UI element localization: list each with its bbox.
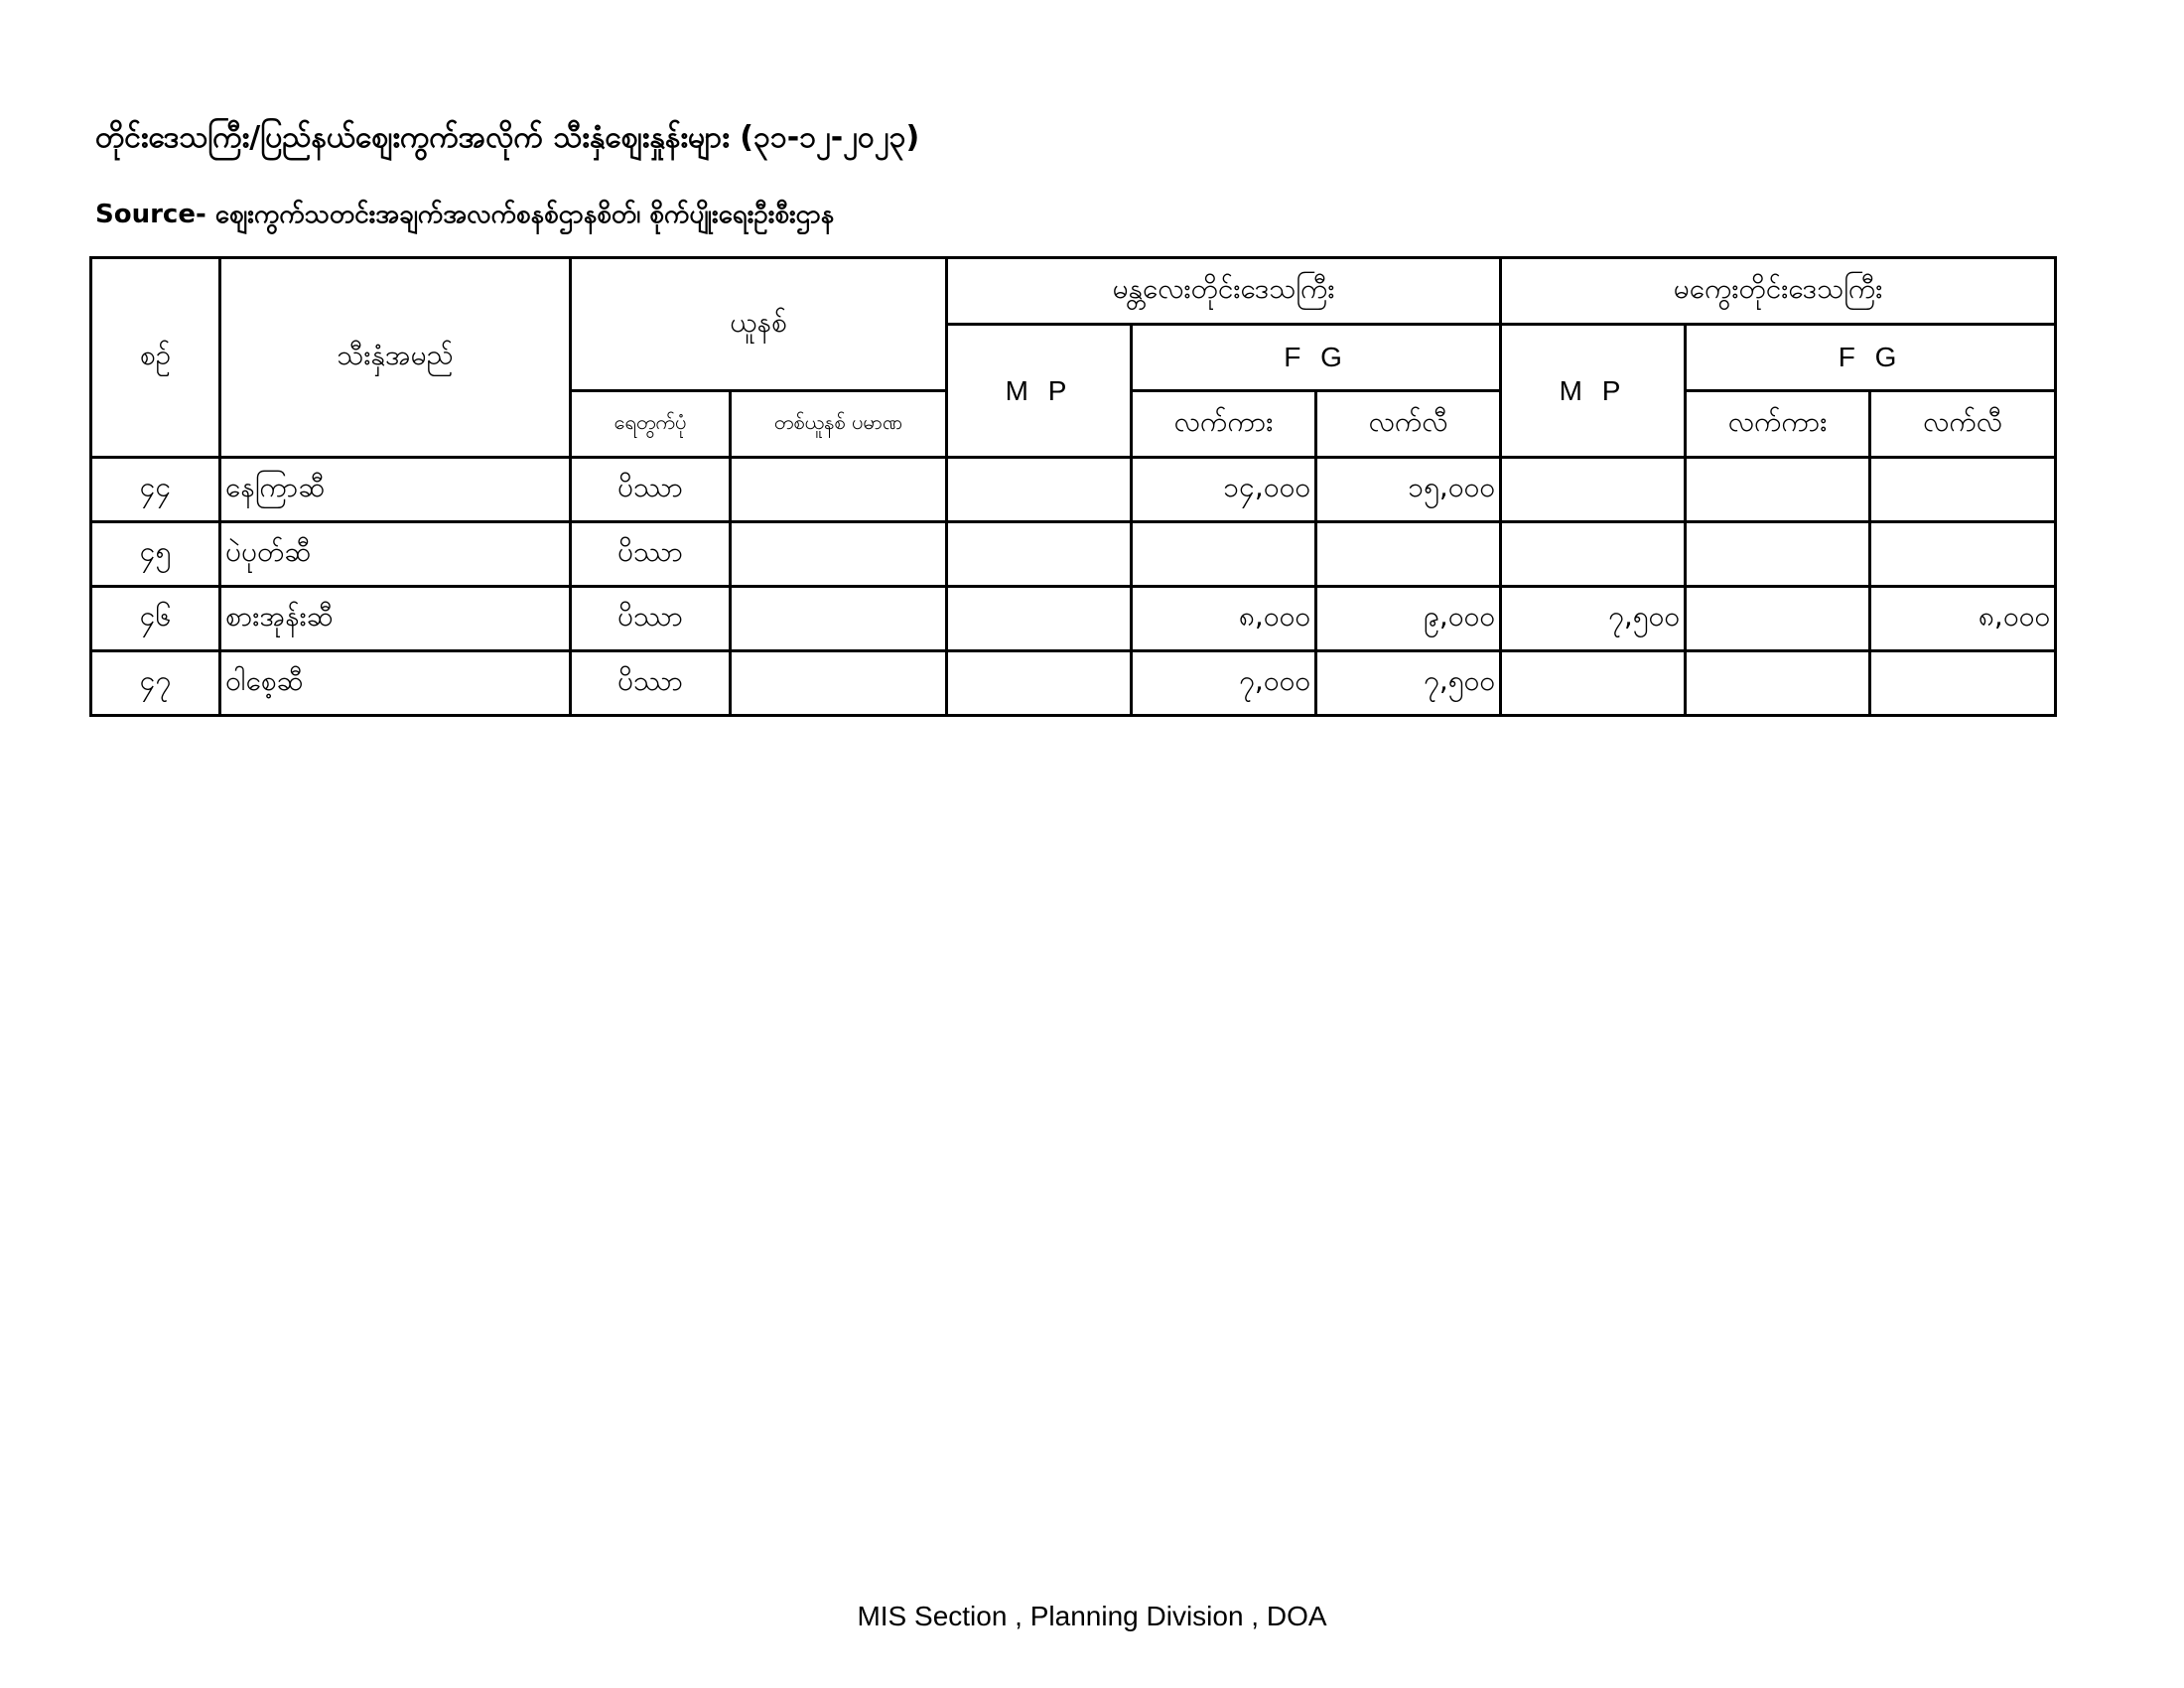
header-unit: ယူနစ်	[571, 258, 947, 391]
row-amount	[731, 522, 947, 587]
row-crop-name: နေကြာဆီ	[220, 458, 571, 522]
row-mandalay-retail: ၇,၅၀၀	[1316, 651, 1501, 716]
row-amount	[731, 587, 947, 651]
row-no: ၄၅	[91, 522, 220, 587]
row-mandalay-retail: ၉,၀၀၀	[1316, 587, 1501, 651]
header-magway-wholesale: လက်ကား	[1686, 391, 1870, 458]
row-unit: ပိဿာ	[571, 587, 731, 651]
row-no: ၄၇	[91, 651, 220, 716]
row-mandalay-retail: ၁၅,၀၀၀	[1316, 458, 1501, 522]
row-crop-name: ပဲပုတ်ဆီ	[220, 522, 571, 587]
header-mandalay-mp: M P	[947, 325, 1132, 458]
header-mandalay-retail: လက်လီ	[1316, 391, 1501, 458]
row-mandalay-wholesale: ၁၄,၀၀၀	[1132, 458, 1316, 522]
row-mandalay-wholesale: ၈,၀၀၀	[1132, 587, 1316, 651]
row-magway-mp	[1501, 651, 1686, 716]
row-unit: ပိဿာ	[571, 522, 731, 587]
header-mandalay-wholesale: လက်ကား	[1132, 391, 1316, 458]
header-magway-fg: F G	[1686, 325, 2056, 391]
row-unit: ပိဿာ	[571, 651, 731, 716]
page-title: တိုင်းဒေသကြီး/ပြည်နယ်ဈေးကွက်အလိုက် သီးနှံဈေးနှုန်းများ (၃၁-၁၂-၂၀၂၃)	[95, 120, 920, 155]
table-row	[91, 587, 2056, 651]
row-magway-mp	[1501, 458, 1686, 522]
row-magway-mp	[1501, 522, 1686, 587]
row-amount	[731, 458, 947, 522]
row-magway-wholesale	[1686, 651, 1870, 716]
price-table	[89, 256, 2057, 717]
row-magway-wholesale	[1686, 522, 1870, 587]
row-mandalay-mp	[947, 651, 1132, 716]
header-magway-retail: လက်လီ	[1870, 391, 2056, 458]
header-mandalay-fg: F G	[1132, 325, 1501, 391]
row-crop-name: စားအုန်းဆီ	[220, 587, 571, 651]
row-no: ၄၄	[91, 458, 220, 522]
row-mandalay-mp	[947, 522, 1132, 587]
header-unit-count: ရေတွက်ပုံ	[571, 391, 731, 458]
row-mandalay-retail	[1316, 522, 1501, 587]
source-line: Source- ဈေးကွက်သတင်းအချက်အလက်စနစ်ဌာနစိတ်၊ စိုက်ပျိုးရေးဦးစီးဌာန	[95, 200, 835, 229]
row-no: ၄၆	[91, 587, 220, 651]
header-magway-mp: M P	[1501, 325, 1686, 458]
row-amount	[731, 651, 947, 716]
row-magway-retail: ၈,၀၀၀	[1870, 587, 2056, 651]
header-crop-name: သီးနှံအမည်	[220, 258, 571, 458]
row-mandalay-wholesale	[1132, 522, 1316, 587]
row-mandalay-mp	[947, 587, 1132, 651]
row-magway-wholesale	[1686, 458, 1870, 522]
page-footer: MIS Section , Planning Division , DOA	[857, 1601, 1327, 1631]
row-magway-retail	[1870, 651, 2056, 716]
row-mandalay-mp	[947, 458, 1132, 522]
table-row	[91, 458, 2056, 522]
row-mandalay-wholesale: ၇,၀၀၀	[1132, 651, 1316, 716]
table-row	[91, 651, 2056, 716]
header-region-mandalay: မန္တလေးတိုင်းဒေသကြီး	[947, 258, 1501, 325]
row-magway-retail	[1870, 522, 2056, 587]
row-crop-name: ဝါစေ့ဆီ	[220, 651, 571, 716]
row-magway-mp: ၇,၅၀၀	[1501, 587, 1686, 651]
table-row	[91, 522, 2056, 587]
row-magway-wholesale	[1686, 587, 1870, 651]
header-unit-amount: တစ်ယူနစ် ပမာဏ	[731, 391, 947, 458]
header-no: စဉ်	[91, 258, 220, 458]
row-magway-retail	[1870, 458, 2056, 522]
header-region-magway: မကွေးတိုင်းဒေသကြီး	[1501, 258, 2056, 325]
row-unit: ပိဿာ	[571, 458, 731, 522]
